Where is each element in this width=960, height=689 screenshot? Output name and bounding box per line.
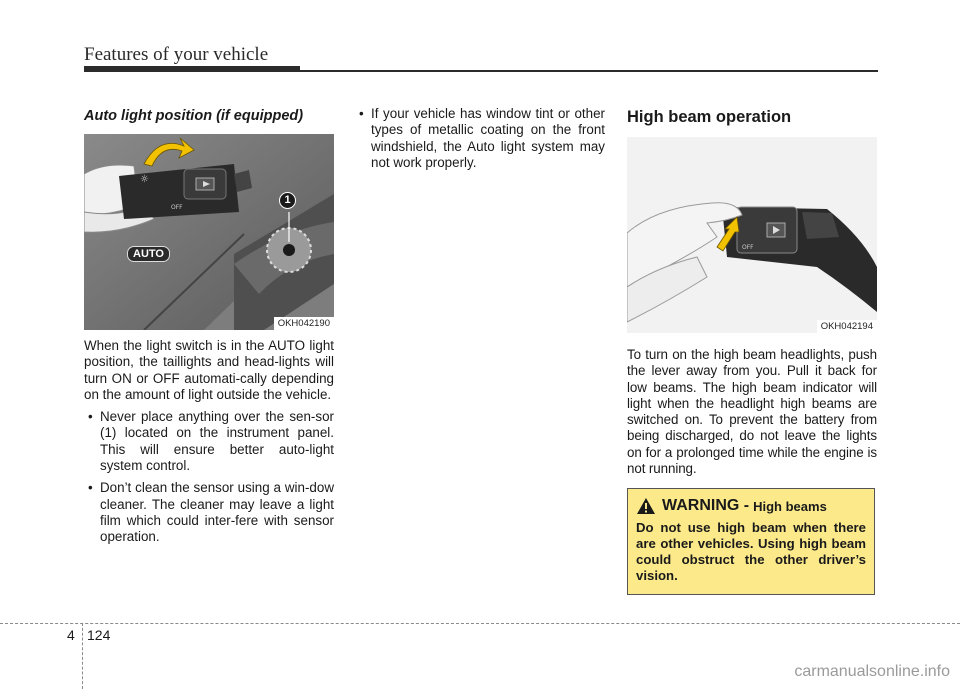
- figure-high-beam: [627, 137, 877, 333]
- high-beam-illustration: [627, 137, 877, 333]
- auto-badge: AUTO: [127, 246, 170, 262]
- list-item: • Never place anything over the sen-sor (1) located on the instrument panel. This will ensure better auto-light system control.: [88, 409, 334, 474]
- warning-triangle-icon: [636, 497, 656, 515]
- svg-text:OFF: OFF: [742, 244, 754, 251]
- subheading-auto-light: Auto light position (if equipped): [84, 108, 304, 124]
- warning-title: WARNING -: [662, 497, 750, 514]
- header-rule: [84, 66, 300, 72]
- bullet-list-window-tint: [355, 106, 605, 171]
- header-title: Features of your vehicle: [84, 44, 269, 65]
- auto-light-illustration: [84, 134, 334, 330]
- figure-auto-light: [84, 134, 334, 330]
- column-left: [84, 108, 334, 552]
- svg-text:☼: ☼: [140, 174, 149, 185]
- bullet-list-auto-light: [84, 409, 334, 545]
- warning-text: Do not use high beam when there are other vehicles. Using high beam could obstruct the other driver’s vision.: [636, 520, 866, 583]
- page-number: 124: [87, 627, 111, 643]
- chapter-number: 4: [67, 627, 75, 643]
- svg-text:OFF: OFF: [171, 204, 183, 211]
- figure-label: OKH042194: [817, 320, 877, 333]
- list-item: • If your vehicle has window tint or other types of metallic coating on the front windshield, the Auto light system may not work properly.: [359, 106, 605, 170]
- body-paragraph-auto-light: When the light switch is in the AUTO light position, the taillights and head-lights will turn ON or OFF automati-cally depending on the amount of light outside the vehicle.: [84, 338, 334, 402]
- warning-header: [636, 497, 866, 515]
- column-right: [627, 108, 877, 477]
- header-rule-thin: [300, 70, 878, 72]
- column-middle: [355, 106, 605, 177]
- section-title-high-beam: High beam operation: [627, 108, 792, 126]
- watermark: carmanualsonline.info: [794, 663, 950, 680]
- figure-label: OKH042190: [274, 317, 334, 330]
- callout-number: 1: [279, 192, 296, 209]
- footer-divider: [82, 623, 83, 689]
- body-paragraph-high-beam: To turn on the high beam headlights, push the lever away from you. Pull it back for low beams. The high beam indicator will light when the headlight high beams are switched on. To prevent the battery from being discharged, do not leave the lights on for a prolonged time while the engine is not running.: [627, 347, 877, 477]
- warning-subtitle: High beams: [753, 498, 827, 514]
- list-item: • Don’t clean the sensor using a win-dow cleaner. The cleaner may leave a light film which could inter-fere with sensor operation.: [88, 480, 334, 545]
- warning-box: [627, 488, 875, 595]
- footer-rule: [0, 623, 960, 624]
